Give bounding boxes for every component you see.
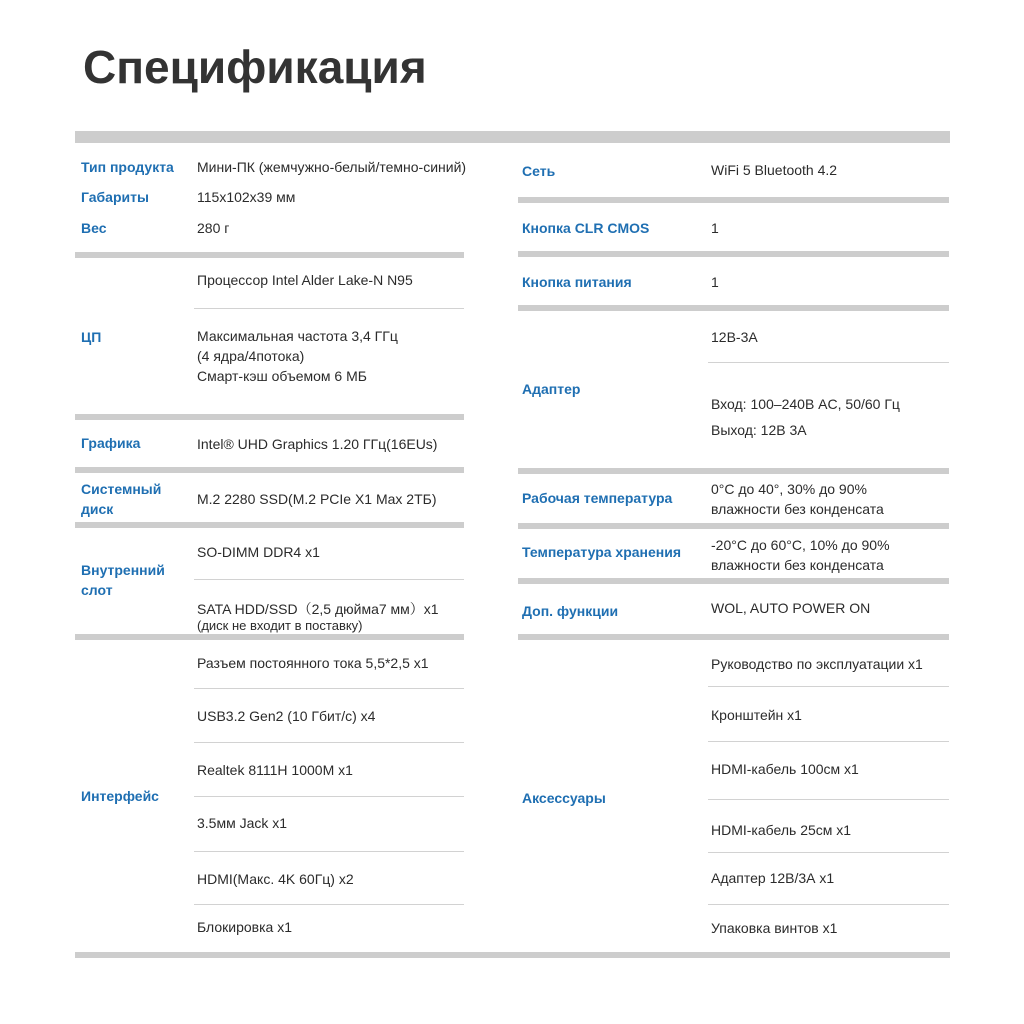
spec-value: -20°C до 60°C, 10% до 90% влажности без конденсата: [711, 537, 890, 573]
spec-value: Кронштейн x1: [711, 707, 802, 723]
spec-value: 3.5мм Jack x1: [197, 815, 288, 831]
spec-label: Вес: [81, 220, 107, 236]
section-divider: [75, 634, 464, 640]
spec-value: Intel® UHD Graphics 1.20 ГГц(16EUs): [197, 436, 438, 452]
spec-value: Адаптер 12В/3А x1: [711, 870, 835, 886]
spec-value: Выход: 12В 3А: [711, 422, 807, 438]
section-divider: [518, 197, 949, 203]
spec-label: Интерфейс: [81, 788, 159, 804]
spec-value: SO-DIMM DDR4 x1: [197, 544, 320, 560]
spec-value: Максимальная частота 3,4 ГГц (4 ядра/4потока) Смарт-кэш объемом 6 МБ: [197, 328, 398, 384]
row-divider: [194, 579, 464, 580]
spec-value: USB3.2 Gen2 (10 Гбит/с) x4: [197, 708, 376, 724]
bottom-divider: [75, 952, 950, 958]
section-divider: [518, 468, 949, 474]
spec-label: Тип продукта: [81, 159, 174, 175]
spec-value: HDMI(Макс. 4K 60Гц) x2: [197, 871, 354, 887]
section-divider: [75, 414, 464, 420]
section-divider: [518, 251, 949, 257]
section-divider: [75, 467, 464, 473]
spec-value: Realtek 8111H 1000M x1: [197, 762, 353, 778]
section-divider: [518, 523, 949, 529]
spec-value: Блокировка x1: [197, 919, 292, 935]
spec-label: Адаптер: [522, 381, 581, 397]
row-divider: [708, 362, 949, 363]
spec-label: Сеть: [522, 163, 556, 179]
spec-value: Процессор Intel Alder Lake-N N95: [197, 272, 413, 288]
spec-label: Внутренний слот: [81, 562, 165, 598]
spec-label: Графика: [81, 435, 141, 451]
spec-value: 12В-3А: [711, 329, 758, 345]
spec-note: (диск не входит в поставку): [197, 618, 363, 633]
section-divider: [75, 522, 464, 528]
spec-value: 0°C до 40°, 30% до 90% влажности без конденсата: [711, 481, 884, 517]
spec-label: Температура хранения: [522, 544, 682, 560]
row-divider: [194, 742, 464, 743]
section-divider: [518, 305, 949, 311]
spec-value: Вход: 100–240В AC, 50/60 Гц: [711, 396, 900, 412]
spec-label: Системный диск: [81, 481, 162, 517]
spec-value: Упаковка винтов x1: [711, 920, 838, 936]
row-divider: [194, 851, 464, 852]
spec-value: 280 г: [197, 220, 230, 236]
top-divider: [75, 131, 950, 143]
spec-label: Доп. функции: [522, 603, 619, 619]
spec-label: Габариты: [81, 189, 149, 205]
spec-label: ЦП: [81, 329, 102, 345]
spec-value: WOL, AUTO POWER ON: [711, 600, 871, 616]
section-divider: [518, 634, 949, 640]
row-divider: [194, 688, 464, 689]
row-divider: [708, 852, 949, 853]
row-divider: [194, 904, 464, 905]
spec-value: Разъем постоянного тока 5,5*2,5 x1: [197, 655, 429, 671]
spec-value: Мини-ПК (жемчужно-белый/темно-синий): [197, 159, 467, 175]
row-divider: [708, 741, 949, 742]
spec-value: Руководство по эксплуатации x1: [711, 656, 923, 672]
section-divider: [518, 578, 949, 584]
row-divider: [194, 308, 464, 309]
row-divider: [708, 904, 949, 905]
page-title: Спецификация: [83, 41, 427, 93]
row-divider: [194, 796, 464, 797]
spec-value: 1: [711, 220, 719, 236]
spec-value: HDMI-кабель 100см x1: [711, 761, 859, 777]
spec-value: 115x102x39 мм: [197, 189, 296, 205]
spec-label: Кнопка CLR CMOS: [522, 220, 650, 236]
spec-label: Кнопка питания: [522, 274, 632, 290]
spec-value: M.2 2280 SSD(M.2 PCIe X1 Max 2ТБ): [197, 491, 437, 507]
row-divider: [708, 686, 949, 687]
spec-label: Рабочая температура: [522, 490, 673, 506]
spec-value: 1: [711, 274, 719, 290]
spec-value: HDMI-кабель 25см x1: [711, 822, 852, 838]
spec-label: Аксессуары: [522, 790, 606, 806]
row-divider: [708, 799, 949, 800]
spec-value: WiFi 5 Bluetooth 4.2: [711, 162, 838, 178]
section-divider: [75, 252, 464, 258]
spec-value: SATA HDD/SSD（2,5 дюйма7 мм）x1: [197, 601, 439, 617]
